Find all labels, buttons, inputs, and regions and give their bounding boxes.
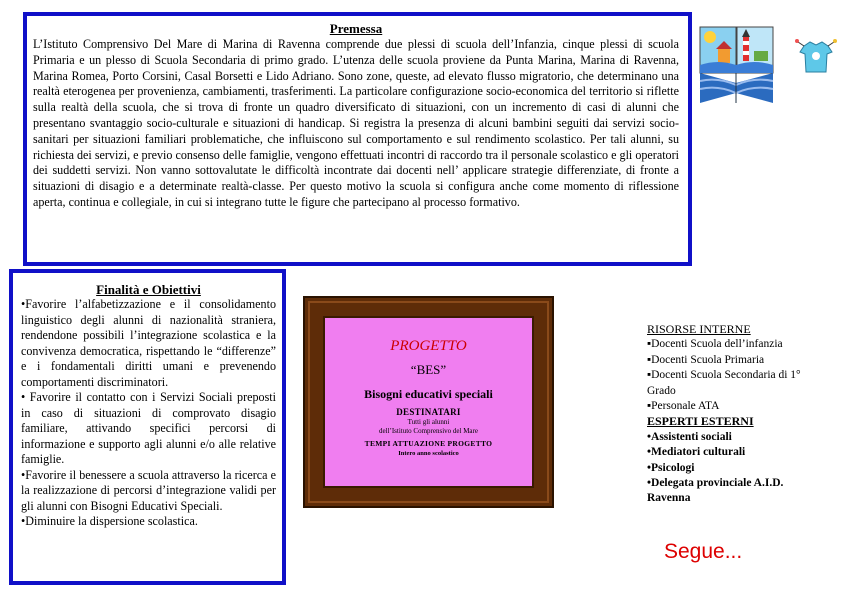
- premessa-box: [23, 12, 692, 266]
- risorse-interne-item: ▪Docenti Scuola Secondaria di 1° Grado: [647, 369, 801, 397]
- finalita-item: • Favorire il contatto con i Servizi Sociali preposti in caso di situazioni di comprovato disagio familiare, attivando specifici percorsi di informazione e supporto agli alunni e/o alle relative famiglie.: [21, 390, 276, 466]
- risorse-interne-item: ▪Docenti Scuola Primaria: [647, 353, 765, 366]
- children-drawing-illustration: [698, 23, 775, 106]
- risorse-interne-item: ▪Personale ATA: [647, 400, 720, 413]
- destinatari-line2: dell’Istituto Comprensivo del Mare: [379, 427, 478, 435]
- esperti-esterni-item: •Psicologi: [647, 461, 695, 474]
- risorse-section: [647, 322, 817, 507]
- finalita-item: •Favorire il benessere a scuola attraverso la ricerca e la realizzazione di percorsi d’integrazione validi per gli alunni con Bisogni Educativi Speciali.: [21, 467, 276, 513]
- progetto-name: “BES”: [410, 362, 447, 377]
- risorse-interne-title: RISORSE INTERNE: [647, 322, 751, 336]
- risorse-interne-item: ▪Docenti Scuola dell’infanzia: [647, 338, 783, 351]
- finalita-title: Finalità e Obiettivi: [96, 282, 201, 297]
- progetto-sign: [303, 296, 554, 508]
- progetto-subtitle: Bisogni educativi speciali: [364, 387, 493, 401]
- progetto-panel: [323, 316, 534, 488]
- progetto-title: PROGETTO: [390, 338, 467, 354]
- esperti-esterni-title: ESPERTI ESTERNI: [647, 414, 754, 429]
- esperti-esterni-item: •Assistenti sociali: [647, 430, 732, 443]
- segue-link[interactable]: Segue...: [664, 540, 743, 563]
- tshirt-mascot-illustration: [792, 32, 840, 80]
- finalita-item: •Diminuire la dispersione scolastica.: [21, 514, 198, 528]
- destinatari-line1: Tutti gli alunni: [407, 418, 450, 426]
- premessa-title: Premessa: [329, 21, 383, 36]
- finalita-box: [9, 269, 286, 585]
- destinatari-label: DESTINATARI: [396, 407, 461, 417]
- tempi-label: TEMPI ATTUAZIONE PROGETTO: [364, 439, 493, 448]
- tempi-value: Intero anno scolastico: [398, 450, 459, 457]
- esperti-esterni-item: •Mediatori culturali: [647, 446, 746, 459]
- finalita-item: •Favorire l’alfabetizzazione e il consolidamento linguistico degli alunni di nazionalità straniera, rendendone possibili l’integrazione scolastica e la convivenza democratica, rispettando le “differenze” e i fondamentali diritti umani e prevenendo comportamenti discriminatori.: [21, 297, 276, 389]
- esperti-esterni-item: •Delegata provinciale A.I.D. Ravenna: [647, 477, 784, 505]
- premessa-text: L’Istituto Comprensivo Del Mare di Marina di Ravenna comprende due plessi di scuola dell’Infanzia, cinque plessi di scuola Primaria e un plesso di Scuola Secondaria di primo grado. L’utenza delle scuola proviene da Punta Marina, Marina di Ravenna, Marina Romea, Porto Corsini, Casal Borsetti e Lido Adriano. Sono zone, queste, ad elevato flusso migratorio, che determinano una realtà eterogenea per provenienza, cambiamenti, trasferimenti. La particolare configurazione socio-economica del territorio si riflette sulla realtà della scuola, che si trova di fronte un quadro diversificato di situazioni, con un incremento di casi di alunni che presentano svantaggio socio-culturale e situazioni di handicap. Si registra la presenza di alcuni bambini seguiti dai servizi socio-sanitari per situazioni familiari problematiche, che influiscono sul comportamento e sul rendimento scolastico. Per tali alunni, su richiesta dei servizi, e previo consenso delle famiglie, vengono effettuati incontri di raccordo tra il personale scolastico e gli operatori dei suddetti servizi. Non vanno sottovalutate le difficoltà incontrate dai docenti nell’ applicare strategie differenziate, di fronte a situazioni di disagio e a determinate realtà-classe. Per questo motivo la scuola si configura anche come momento di riflessione aperta, continua e collegiale, in cui si integrano tutte le figure che partecipano al processo formativo.: [33, 37, 679, 209]
